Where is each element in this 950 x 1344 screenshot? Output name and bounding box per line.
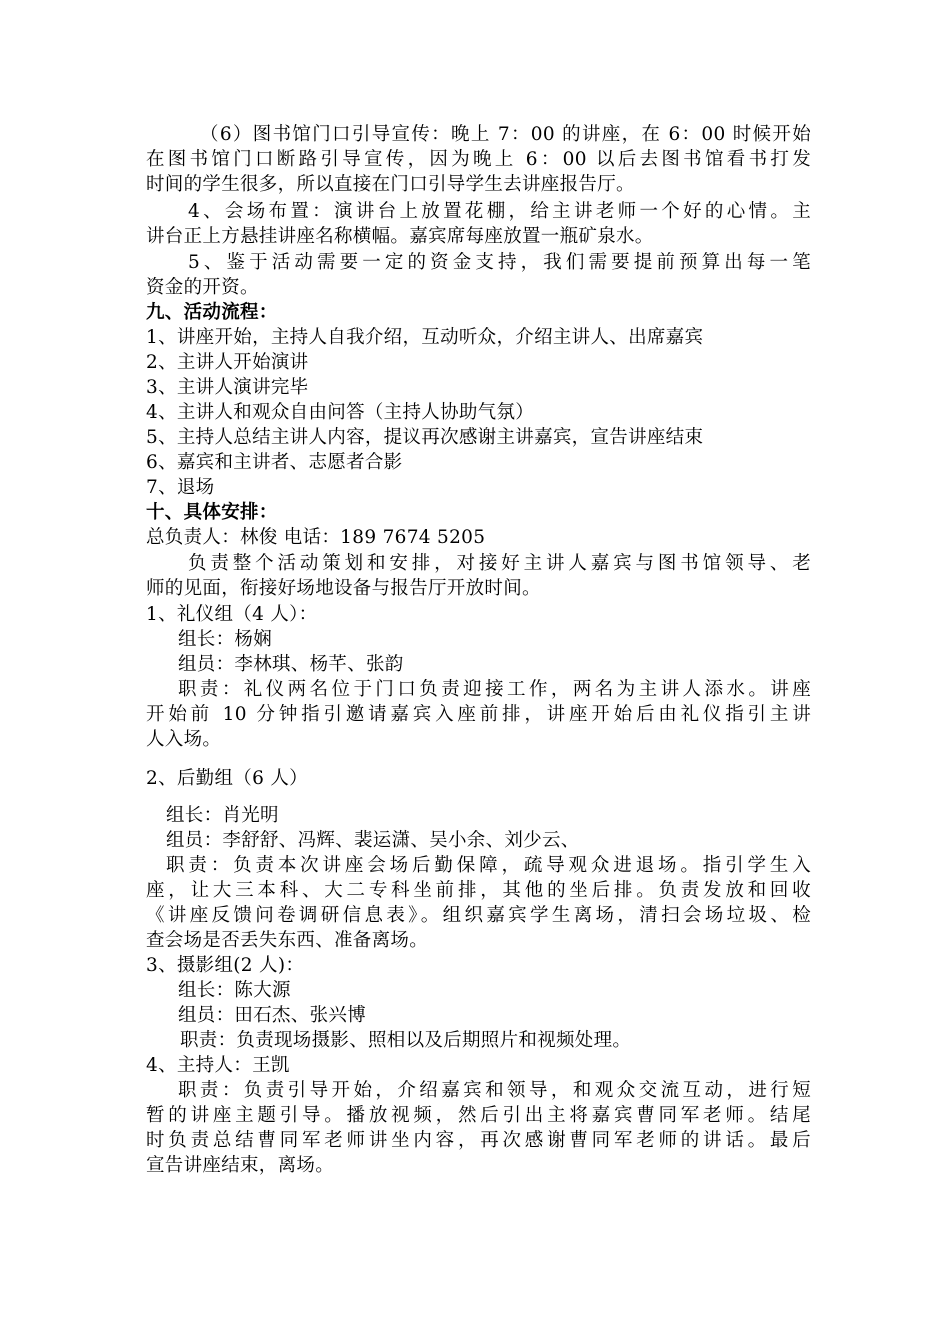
group-members: 组员：李林琪、杨芊、张韵 [178, 654, 404, 675]
list-item: 6、嘉宾和主讲者、志愿者合影 [146, 452, 403, 473]
para-line: 负责整个活动策划和安排，对接好主讲人嘉宾与图书馆领导、老 [188, 553, 811, 574]
group-leader: 组长：陈大源 [178, 980, 291, 1001]
list-item: 3、主讲人演讲完毕 [146, 377, 309, 398]
group-duty: 职责：礼仪两名位于门口负责迎接工作，两名为主讲人添水。讲座 [178, 679, 811, 700]
group-duty: 职责：负责引导开始，介绍嘉宾和领导，和观众交流互动，进行短 [178, 1080, 811, 1101]
para-line: 在图书馆门口断路引导宣传，因为晚上 6：00 以后去图书馆看书打发 [146, 149, 811, 170]
para-line: 4、会场布置：演讲台上放置花棚，给主讲老师一个好的心情。主 [188, 201, 811, 222]
list-item: 5、主持人总结主讲人内容，提议再次感谢主讲嘉宾，宣告讲座结束 [146, 427, 704, 448]
group-duty: 职责：负责本次讲座会场后勤保障，疏导观众进退场。指引学生入 [166, 855, 811, 876]
para-line: 开始前 10 分钟指引邀请嘉宾入座前排，讲座开始后由礼仪指引主讲 [146, 704, 811, 725]
para-line: 查会场是否丢失东西、准备离场。 [146, 930, 429, 951]
para-line: 时间的学生很多，所以直接在门口引导学生去讲座报告厅。 [146, 174, 635, 195]
group-heading: 4、主持人：王凯 [146, 1055, 290, 1076]
para-line: （6）图书馆门口引导宣传：晚上 7：00 的讲座，在 6：00 时候开始 [200, 124, 811, 145]
list-item: 7、退场 [146, 477, 215, 498]
group-heading: 1、礼仪组（4 人）： [146, 604, 318, 625]
list-item: 1、讲座开始，主持人自我介绍，互动听众，介绍主讲人、出席嘉宾 [146, 327, 704, 348]
para-line: 讲台正上方悬挂讲座名称横幅。嘉宾席每座放置一瓶矿泉水。 [146, 226, 654, 247]
group-members: 组员：田石杰、张兴博 [178, 1005, 367, 1026]
group-leader: 组长：杨娴 [178, 629, 273, 650]
list-item: 2、主讲人开始演讲 [146, 352, 309, 373]
list-item: 4、主讲人和观众自由问答（主持人协助气氛） [146, 402, 535, 423]
para-line: 资金的开资。 [146, 277, 259, 298]
contact-line: 总负责人：林俊 电话：189 7674 5205 [146, 527, 486, 548]
group-members: 组员：李舒舒、冯辉、裴运潇、吴小余、刘少云、 [166, 830, 580, 851]
para-line: 师的见面，衔接好场地设备与报告厅开放时间。 [146, 578, 541, 599]
group-leader: 组长：肖光明 [166, 805, 279, 826]
section-heading: 九、活动流程： [146, 302, 278, 323]
para-line: 时负责总结曹同军老师讲坐内容，再次感谢曹同军老师的讲话。最后 [146, 1130, 811, 1151]
group-heading: 3、摄影组(2 人)： [146, 955, 305, 976]
group-heading: 2、后勤组（6 人） [146, 768, 308, 789]
group-duty: 职责：负责现场摄影、照相以及后期照片和视频处理。 [180, 1030, 632, 1051]
para-line: 5、鉴于活动需要一定的资金支持，我们需要提前预算出每一笔 [188, 252, 811, 273]
section-heading: 十、具体安排： [146, 502, 278, 523]
para-line: 《讲座反馈问卷调研信息表》。组织嘉宾学生离场，清扫会场垃圾、检 [146, 905, 811, 926]
para-line: 座，让大三本科、大二专科坐前排，其他的坐后排。负责发放和回收 [146, 880, 811, 901]
para-line: 暂的讲座主题引导。播放视频，然后引出主将嘉宾曹同军老师。结尾 [146, 1105, 811, 1126]
para-line: 宣告讲座结束，离场。 [146, 1155, 335, 1176]
para-line: 人入场。 [146, 729, 222, 750]
